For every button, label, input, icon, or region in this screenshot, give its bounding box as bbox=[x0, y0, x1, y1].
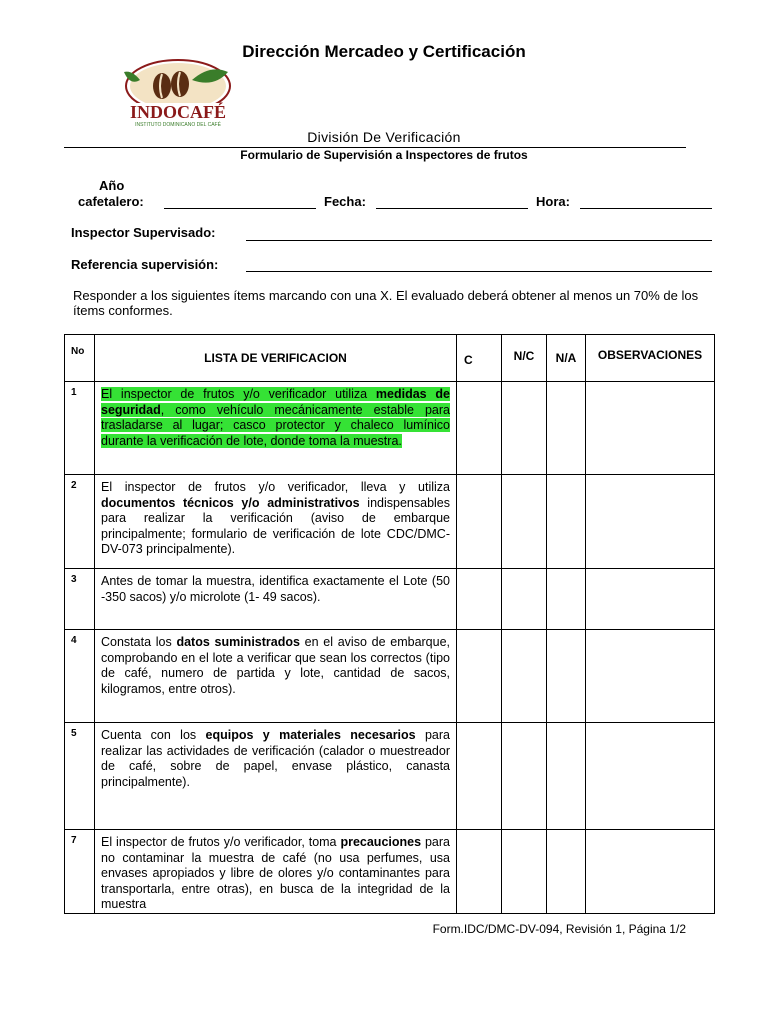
instructions: Responder a los siguientes ítems marcando con una X. El evaluado deberá obtener al menos un 70% de los ítems conformes. bbox=[73, 288, 699, 318]
item-text-bold: equipos y materiales necesarios bbox=[205, 728, 416, 742]
table-row bbox=[65, 569, 715, 630]
header-observaciones: OBSERVACIONES bbox=[586, 335, 715, 382]
hora-label: Hora: bbox=[536, 194, 570, 209]
item-text-segment: Constata los bbox=[101, 635, 177, 649]
header-no: No bbox=[65, 335, 95, 382]
na-cell[interactable] bbox=[547, 830, 586, 914]
table-row bbox=[65, 723, 715, 830]
observaciones-cell[interactable] bbox=[586, 475, 715, 569]
item-text-segment: indispensables para realizar la verificación (aviso de embarque principalmente; formulario de verificación de lote CDC/DMC-DV-073 principalmente). bbox=[101, 495, 450, 556]
item-text-segment: El inspector de frutos y/o verificador utiliza bbox=[101, 387, 376, 401]
item-text-wrapper bbox=[101, 835, 450, 911]
item-text-segment: , como vehículo mecánicamente estable para trasladarse al lugar; casco protector y chaleco lumínico durante la verificación de lote, donde toma la muestra. bbox=[101, 402, 450, 448]
hora-field[interactable] bbox=[580, 208, 712, 209]
fecha-label: Fecha: bbox=[324, 194, 366, 209]
row-number: 7 bbox=[65, 830, 95, 914]
c-cell[interactable] bbox=[457, 830, 502, 914]
item-text-segment: en el aviso de embarque, comprobando en el lote a verificar que sean los correctos (tipo de café, numero de partida y lote, cantidad de sacos, kilogramos, entre otros). bbox=[101, 635, 451, 696]
na-cell[interactable] bbox=[547, 475, 586, 569]
c-cell[interactable] bbox=[457, 723, 502, 830]
na-cell[interactable] bbox=[547, 569, 586, 630]
anio-label: Año bbox=[99, 178, 125, 193]
row-number: 3 bbox=[65, 569, 95, 630]
observaciones-cell[interactable] bbox=[586, 569, 715, 630]
item-text-wrapper bbox=[101, 574, 450, 604]
item-text-wrapper bbox=[101, 635, 450, 696]
referencia-label: Referencia supervisión: bbox=[71, 257, 219, 272]
item-text-wrapper bbox=[101, 387, 450, 448]
logo-subtext: INSTITUTO DOMINICANO DEL CAFÉ bbox=[135, 122, 221, 128]
checklist-item-text bbox=[95, 475, 457, 569]
nc-cell[interactable] bbox=[502, 475, 547, 569]
nc-cell[interactable] bbox=[502, 569, 547, 630]
row-number: 5 bbox=[65, 723, 95, 830]
checklist-item-text bbox=[95, 382, 457, 475]
na-cell[interactable] bbox=[547, 630, 586, 723]
nc-cell[interactable] bbox=[502, 830, 547, 914]
na-cell[interactable] bbox=[547, 723, 586, 830]
observaciones-cell[interactable] bbox=[586, 723, 715, 830]
checklist-item-text bbox=[95, 830, 457, 914]
table-row bbox=[65, 630, 715, 723]
na-cell[interactable] bbox=[547, 382, 586, 475]
observaciones-cell[interactable] bbox=[586, 830, 715, 914]
observaciones-cell[interactable] bbox=[586, 630, 715, 723]
nc-cell[interactable] bbox=[502, 382, 547, 475]
item-text-segment: El inspector de frutos y/o verificador, toma bbox=[101, 835, 341, 849]
row-number: 4 bbox=[65, 630, 95, 723]
item-text-bold: documentos técnicos y/o administrativos bbox=[101, 495, 360, 510]
item-text-bold: datos suministrados bbox=[176, 635, 300, 649]
nc-cell[interactable] bbox=[502, 630, 547, 723]
header-c: C bbox=[457, 335, 502, 382]
item-text-segment: Antes de tomar la muestra, identifica exactamente el Lote (50 -350 sacos) y/o microlote (1- 49 sacos). bbox=[101, 574, 450, 604]
footer-form-code: Form.IDC/DMC-DV-094, Revisión 1, Página 1/2 bbox=[432, 922, 686, 936]
inspector-field[interactable] bbox=[246, 240, 712, 241]
row-number: 1 bbox=[65, 382, 95, 475]
referencia-field[interactable] bbox=[246, 271, 712, 272]
item-text-segment: Cuenta con los bbox=[101, 728, 206, 742]
item-text-wrapper bbox=[101, 480, 450, 556]
row-number: 2 bbox=[65, 475, 95, 569]
form-title: Formulario de Supervisión a Inspectores de frutos bbox=[240, 148, 528, 162]
c-cell[interactable] bbox=[457, 569, 502, 630]
indocafe-logo bbox=[110, 58, 246, 128]
item-text-segment: El inspector de frutos y/o verificador, lleva y utiliza bbox=[101, 480, 450, 494]
fecha-field[interactable] bbox=[376, 208, 528, 209]
observaciones-cell[interactable] bbox=[586, 382, 715, 475]
c-cell[interactable] bbox=[457, 630, 502, 723]
division-title: División De Verificación bbox=[307, 129, 461, 145]
item-text-bold: medidas de seguridad bbox=[101, 387, 450, 417]
c-cell[interactable] bbox=[457, 382, 502, 475]
inspector-label: Inspector Supervisado: bbox=[71, 225, 216, 240]
header-na: N/A bbox=[547, 335, 586, 382]
logo-text: INDOCAFÉ bbox=[129, 102, 227, 122]
c-cell[interactable] bbox=[457, 475, 502, 569]
document-title: Dirección Mercadeo y Certificación bbox=[242, 42, 526, 61]
nc-cell[interactable] bbox=[502, 723, 547, 830]
checklist-table bbox=[64, 334, 715, 914]
indocafe-logo-graphic bbox=[110, 58, 246, 128]
header-lista: LISTA DE VERIFICACION bbox=[95, 335, 457, 382]
table-row bbox=[65, 382, 715, 475]
anio-field[interactable] bbox=[164, 208, 316, 209]
table-header-row bbox=[65, 335, 715, 382]
table-row bbox=[65, 830, 715, 914]
item-text-bold: precauciones bbox=[340, 835, 422, 849]
item-text-segment: para no contaminar la muestra de café (no usa perfumes, usa envases apropiados y libre de olores y/o contaminantes para transportarla, entre otras), en busca de la integridad de la muestra bbox=[101, 835, 450, 911]
checklist-item-text bbox=[95, 630, 457, 723]
checklist-item-text bbox=[95, 569, 457, 630]
item-text-wrapper bbox=[101, 728, 450, 789]
item-text-segment: para realizar las actividades de verificación (calador o muestreador de café, sobre de papel, envase plástico, canasta principalmente). bbox=[101, 728, 450, 789]
header-nc: N/C bbox=[502, 335, 547, 382]
cafetalero-label: cafetalero: bbox=[78, 194, 144, 209]
checklist-item-text bbox=[95, 723, 457, 830]
table-row bbox=[65, 475, 715, 569]
